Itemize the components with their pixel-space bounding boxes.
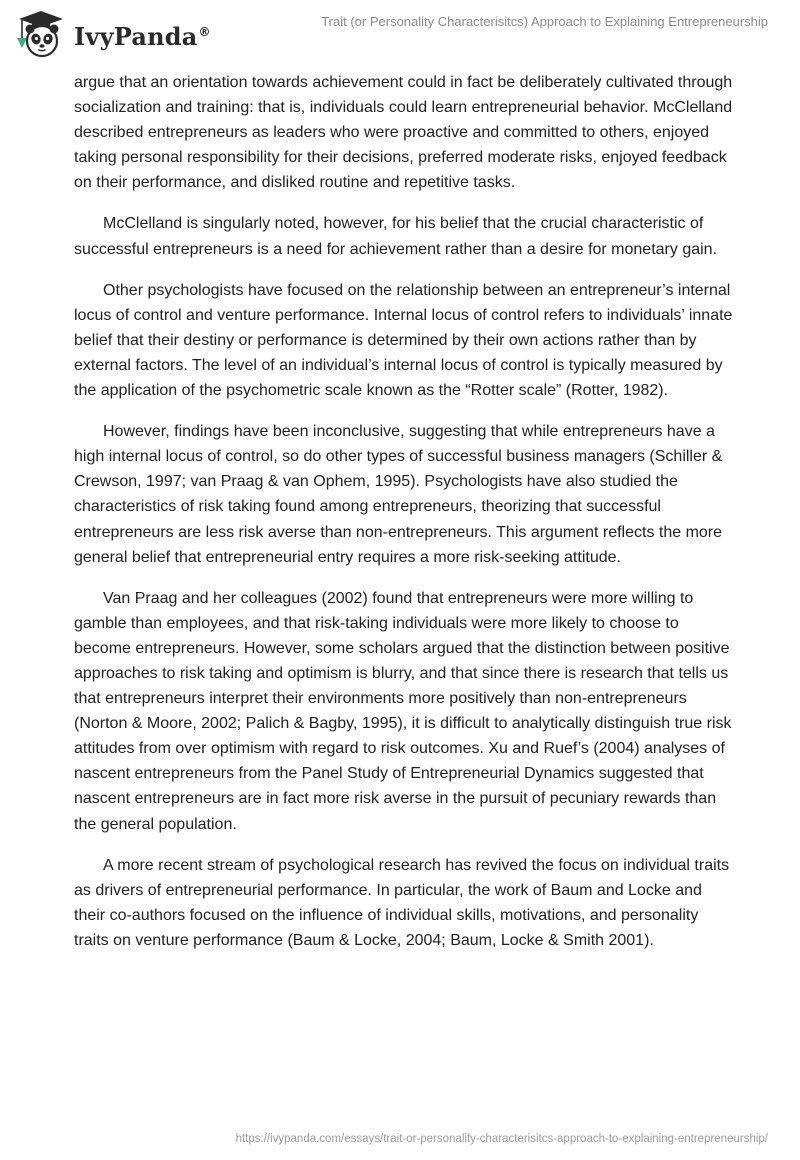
registered-mark: ® [198,24,211,39]
essay-paragraph: A more recent stream of psychological research has revived the focus on individual traits as drivers of entrepreneurial performance. In particular, the work of Baum and Locke and their co-authors focused on the influence of individual skills, motivations, and personality traits on venture performance (Baum & Locke, 2004; Baum, Locke & Smith 2001). [74,856,730,949]
essay-paragraph: However, findings have been inconclusive, suggesting that while entrepreneurs have a high internal locus of control, so do other types of successful business managers (Schiller & Crewson, 1997; van Praag & van Ophem, 1995). Psychologists have also studied the characteristics of risk taking found among entrepreneurs, theorizing that successful entrepreneurs are less risk averse than non-entrepreneurs. This argument reflects the more general belief that entrepreneurial entry requires a more risk-seeking attitude. [74,423,723,566]
document-title: Trait (or Personality Characterisitcs) Approach to Explaining Entrepreneurship [321,14,768,29]
source-url-link[interactable]: https://ivypanda.com/essays/trait-or-personality-characterisitcs-approach-to-explaining-entrepreneurship/ [235,1133,768,1145]
essay-paragraph: McClelland is singularly noted, however, for his belief that the crucial characteristic of successful entrepreneurs is a need for achievement rather than a desire for monetary gain. [74,215,718,258]
essay-paragraph: Other psychologists have focused on the relationship between an entrepreneur’s internal locus of control and venture performance. Internal locus of control refers to individuals’ innate belief that their destiny or performance is determined by their own actions rather than by external factors. The level of an individual’s internal locus of control is typically measured by the application of the psychometric scale known as the “Rotter scale” (Rotter, 1982). [74,281,733,400]
brand-name: IvyPanda® [74,21,211,51]
essay-body [74,70,734,969]
brand-logo[interactable] [14,8,211,60]
page-header [0,0,800,70]
essay-paragraph: argue that an orientation towards achievement could in fact be deliberately cultivated through socialization and training: that is, individuals could learn entrepreneurial behavior. McClelland described entrepreneurs as leaders who were proactive and committed to others, enjoyed taking personal responsibility for their decisions, preferred moderate risks, enjoyed feedback on their performance, and disliked routine and repetitive tasks. [74,74,733,192]
panda-logo-icon [14,8,68,60]
essay-paragraph: Van Praag and her colleagues (2002) found that entrepreneurs were more willing to gamble than employees, and that risk-taking individuals were more likely to choose to become entrepreneurs. However, some scholars argued that the distinction between positive approaches to risk taking and optimism is blurry, and that since there is research that tells us that entrepreneurs interpret their environments more positively than non-entrepreneurs (Norton & Moore, 2002; Palich & Bagby, 1995), it is difficult to analytically distinguish true risk attitudes from over optimism with regard to risk outcomes. Xu and Ruef’s (2004) analyses of nascent entrepreneurs from the Panel Study of Entrepreneurial Dynamics suggested that nascent entrepreneurs are in fact more risk averse in the pursuit of pecuniary rewards than the general population. [74,589,732,833]
